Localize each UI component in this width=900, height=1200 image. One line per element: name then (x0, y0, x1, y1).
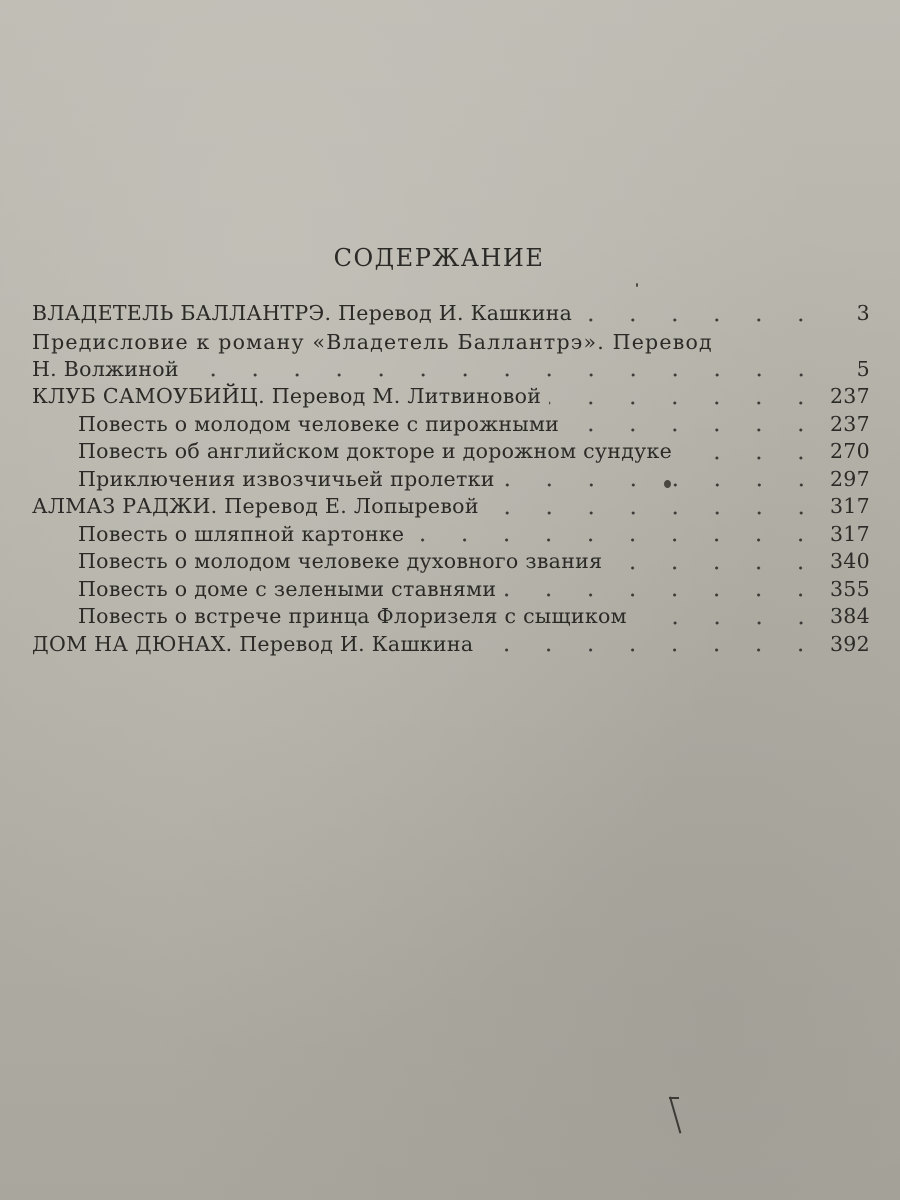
toc-page-number: 384 (829, 604, 870, 628)
paper-scratch (669, 1097, 679, 1099)
toc-entry-title: Повесть о встрече принца Флоризеля с сыщиком (78, 604, 627, 628)
toc-entry (32, 631, 870, 659)
toc-page-number: 237 (829, 384, 870, 408)
toc-subentry (32, 466, 870, 494)
dot-leader (481, 646, 822, 654)
paper-scratch (669, 1096, 681, 1133)
page-title: СОДЕРЖАНИЕ (333, 244, 545, 272)
toc-entry-title-line: Предисловие к роману «Владетель Баллантрэ». Перевод (32, 329, 713, 354)
dot-leader (680, 454, 822, 462)
dot-leader (580, 316, 822, 324)
toc-entry-title: ДОМ НА ДЮНАХ. Перевод И. Кашкина (32, 631, 474, 656)
toc-page-number: 237 (829, 411, 870, 436)
toc-subentry (32, 438, 870, 466)
toc-subentry (32, 548, 870, 576)
ink-spot (664, 480, 671, 488)
toc-page-number: 392 (829, 631, 870, 656)
toc-entry-title: Н. Волжиной (32, 356, 179, 381)
toc-entry-title: Повесть о шляпной картонке (78, 521, 405, 546)
dot-leader (567, 426, 822, 434)
toc-entry-title: Повесть о молодом человеке духовного звания (78, 549, 603, 573)
toc-entry (32, 328, 870, 384)
toc-page-number: 317 (829, 521, 870, 546)
dot-leader (635, 619, 822, 627)
toc-page-number: 297 (829, 466, 870, 491)
dot-leader (412, 536, 822, 544)
toc-entry-title: Повесть о доме с зелеными ставнями (78, 576, 497, 601)
dot-leader (610, 564, 822, 572)
dot-leader (187, 371, 822, 379)
toc-entry-continuation (32, 356, 870, 384)
toc-page-number: 270 (829, 439, 870, 463)
toc-subentry (32, 576, 870, 604)
toc-entry (32, 383, 870, 411)
toc-entry-title: Приключения извозчичьей пролетки (78, 466, 495, 491)
toc-subentry (32, 411, 870, 439)
toc-subentry (32, 603, 870, 631)
toc-entry-title: КЛУБ САМОУБИЙЦ. Перевод М. Литвиновой (32, 384, 542, 408)
dot-leader (503, 481, 822, 489)
dot-leader (487, 509, 822, 517)
toc-entry-title: ВЛАДЕТЕЛЬ БАЛЛАНТРЭ. Перевод И. Кашкина (32, 301, 573, 325)
toc-subentry (32, 521, 870, 549)
toc-entry-title: Повесть об английском докторе и дорожном сундуке (78, 439, 673, 463)
ink-speck (636, 283, 638, 287)
toc-page-number: 355 (829, 576, 870, 601)
toc-entry-title: АЛМАЗ РАДЖИ. Перевод Е. Лопыревой (32, 494, 479, 518)
toc-entry-title: Повесть о молодом человеке с пирожными (78, 411, 560, 436)
toc-entry (32, 300, 870, 328)
toc-page-number: 5 (856, 356, 870, 381)
toc-page-number: 317 (829, 494, 870, 518)
dot-leader (504, 591, 822, 599)
table-of-contents (32, 300, 870, 658)
dot-leader (549, 399, 822, 407)
toc-entry (32, 493, 870, 521)
toc-page-number: 340 (829, 549, 870, 573)
toc-page-number: 3 (856, 301, 870, 325)
